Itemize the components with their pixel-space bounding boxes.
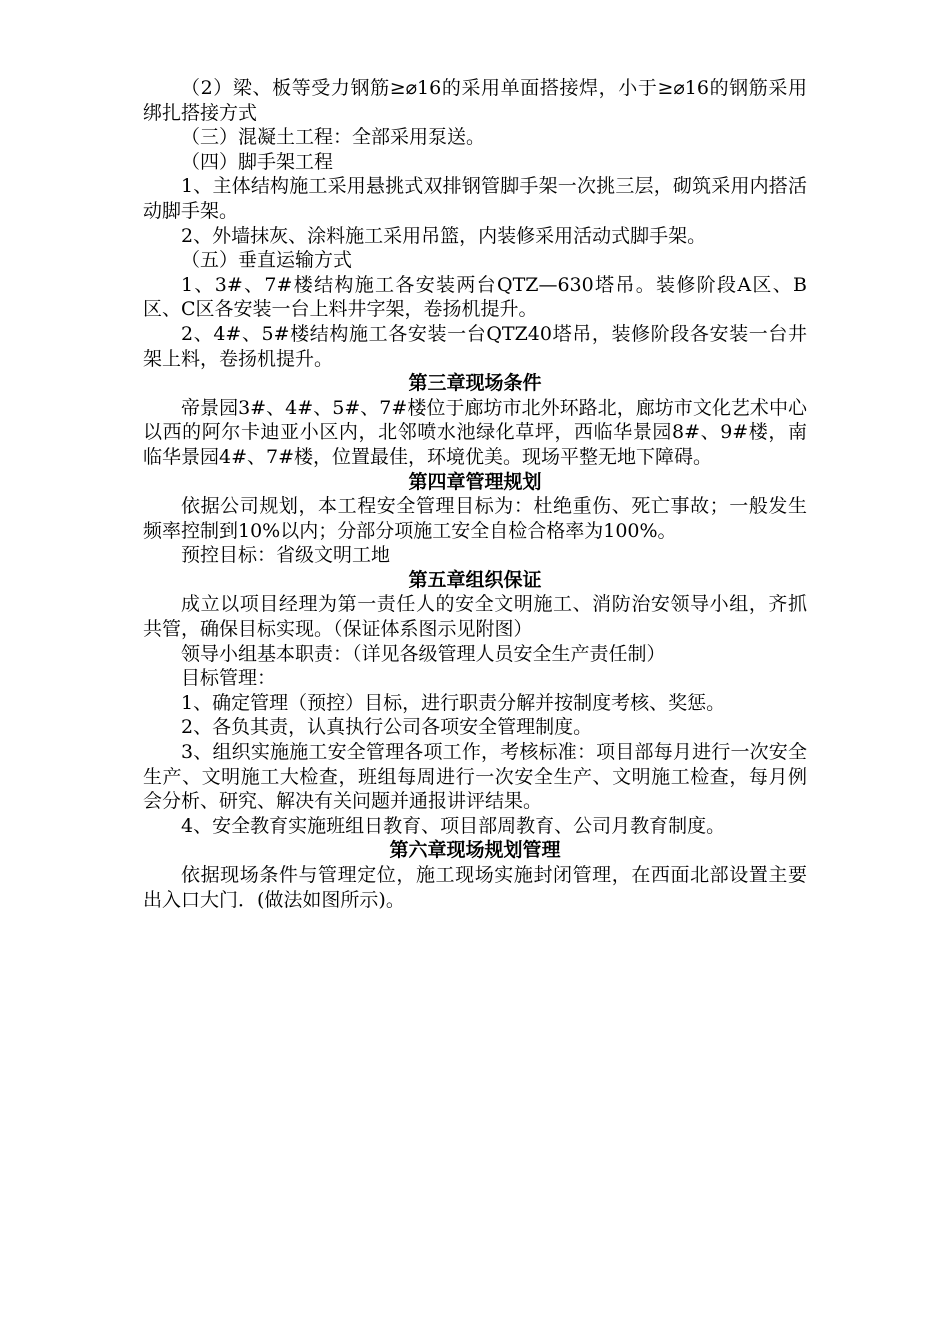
chapter-3-heading: 第三章现场条件 [408,372,542,395]
paragraph-scaffold-1: 1、主体结构施工采用悬挑式双排钢管脚手架一次挑三层，砌筑采用内搭活动脚手架。 [143,175,807,222]
paragraph-leadership-group: 成立以项目经理为第一责任人的安全文明施工、消防治安领导小组，齐抓共管，确保目标实现。（保证体系图示见附图） [143,593,807,641]
chapter-6-heading: 第六章现场规划管理 [389,839,561,862]
paragraph-transport-title: （五）垂直运输方式 [181,249,353,272]
paragraph-control-goal: 预控目标：省级文明工地 [181,544,391,567]
paragraph-transport-1: 1、3#、7#楼结构施工各安装两台QTZ—630塔吊。装修阶段A区、B区、C区各安装一台上料井字架，卷扬机提升。 [143,273,807,321]
paragraph-group-duties: 领导小组基本职责：（详见各级管理人员安全生产责任制） [181,642,666,665]
paragraph-scaffold-2: 2、外墙抹灰、涂料施工采用吊篮，内装修采用活动式脚手架。 [181,224,707,247]
paragraph-goal-3: 3、组织实施施工安全管理各项工作，考核标准：项目部每月进行一次安全生产、文明施工大检查，班组每周进行一次安全生产、文明施工检查，每月例会分析、研究、解决有关问题并通报讲评结果。 [143,741,807,813]
paragraph-goal-4: 4、安全教育实施班组日教育、项目部周教育、公司月教育制度。 [181,814,726,837]
paragraph-site-planning: 依据现场条件与管理定位，施工现场实施封闭管理，在西面北部设置主要出入口大门．(做法如图所示)。 [143,864,807,911]
paragraph-scaffold-title: （四）脚手架工程 [181,150,334,173]
paragraph-concrete: （三）混凝土工程：全部采用泵送。 [181,126,486,149]
paragraph-safety-goals: 依据公司规划，本工程安全管理目标为：杜绝重伤、死亡事故；一般发生频率控制到10%以内；分部分项施工安全自检合格率为100%。 [143,495,807,542]
paragraph-goal-2: 2、各负其责，认真执行公司各项安全管理制度。 [181,716,593,739]
chapter-5-heading: 第五章组织保证 [408,568,542,591]
paragraph-site-conditions: 帝景园3#、4#、5#、7#楼位于廊坊市北外环路北，廊坊市文化艺术中心以西的阿尔卡迪亚小区内，北邻喷水池绿化草坪，西临华景园8#、9#楼，南临华景园4#、7#楼，位置最佳，环境优美。现场平整无地下障碍。 [143,396,807,468]
document-body [143,76,807,912]
paragraph-goal-management: 目标管理： [181,667,277,690]
paragraph-goal-1: 1、确定管理（预控）目标，进行职责分解并按制度考核、奖惩。 [181,691,726,714]
paragraph-rebar-welding: （2）梁、板等受力钢筋≥⌀16的采用单面搭接焊，小于≥⌀16的钢筋采用绑扎搭接方式 [143,77,807,124]
paragraph-transport-2: 2、4#、5#楼结构施工各安装一台QTZ40塔吊，装修阶段各安装一台井架上料，卷扬机提升。 [143,322,807,370]
chapter-4-heading: 第四章管理规划 [408,470,542,493]
